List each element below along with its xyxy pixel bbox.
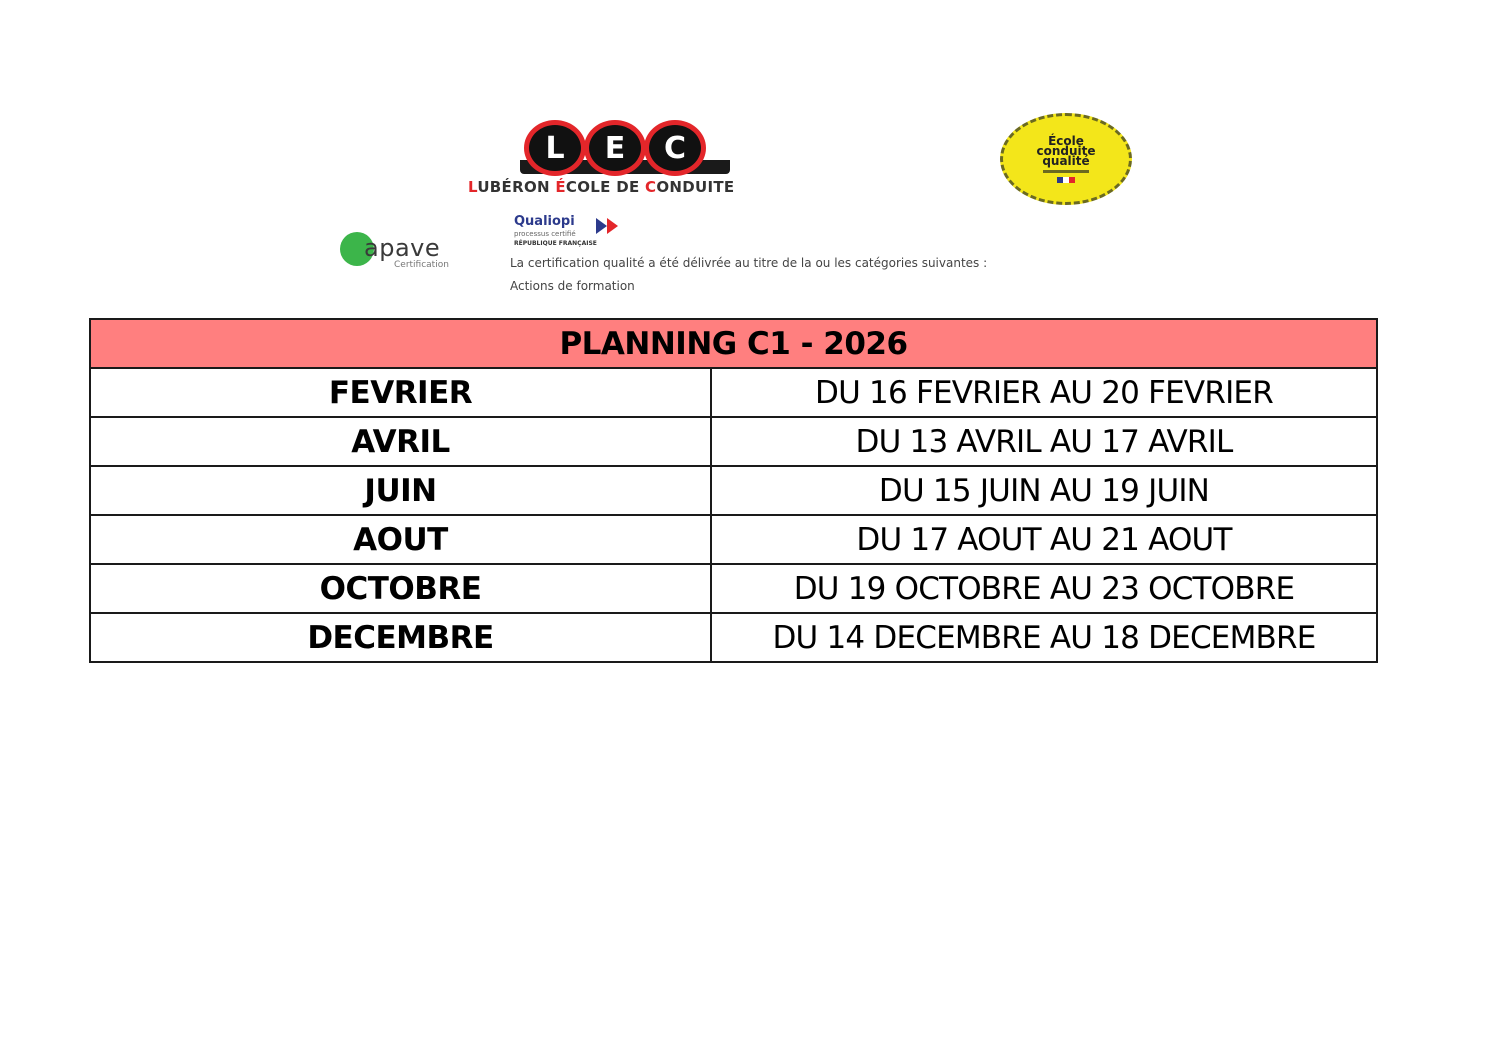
seal-fineprint <box>1043 170 1089 173</box>
seal-line: conduite <box>1036 143 1096 158</box>
month-cell: FEVRIER <box>90 368 711 417</box>
qualiopi-republic: RÉPUBLIQUE FRANÇAISE <box>514 240 597 247</box>
apave-logo <box>338 232 478 276</box>
lec-letter-e: E <box>584 120 646 176</box>
table-row <box>90 613 1377 662</box>
table-row <box>90 417 1377 466</box>
seal-line: qualité <box>1042 153 1090 168</box>
planning-title: PLANNING C1 - 2026 <box>90 319 1377 368</box>
table-row <box>90 515 1377 564</box>
table-row <box>90 466 1377 515</box>
date-range-cell: DU 13 AVRIL AU 17 AVRIL <box>711 417 1377 466</box>
qualiopi-arrow-icon <box>607 218 618 234</box>
month-cell: AVRIL <box>90 417 711 466</box>
date-range-cell: DU 17 AOUT AU 21 AOUT <box>711 515 1377 564</box>
date-range-cell: DU 19 OCTOBRE AU 23 OCTOBRE <box>711 564 1377 613</box>
apave-wordmark: apave <box>364 234 441 262</box>
seal-line: École <box>1048 133 1084 148</box>
lec-tagline-part: C <box>645 178 657 196</box>
planning-table <box>89 318 1378 663</box>
qualiopi-arrow-icon <box>596 218 607 234</box>
lec-tagline-part: COLE DE <box>565 178 646 196</box>
french-flag-icon <box>1057 177 1075 183</box>
month-cell: AOUT <box>90 515 711 564</box>
lec-letter-c: C <box>644 120 706 176</box>
ecole-conduite-qualite-seal <box>1000 113 1132 205</box>
lec-tagline-part: ONDUITE <box>656 178 735 196</box>
lec-tagline-part: L <box>468 178 478 196</box>
table-row <box>90 564 1377 613</box>
table-row <box>90 368 1377 417</box>
date-range-cell: DU 14 DECEMBRE AU 18 DECEMBRE <box>711 613 1377 662</box>
certification-statement: La certification qualité a été délivrée au titre de la ou les catégories suivantes : <box>510 256 988 270</box>
apave-subtitle: Certification <box>394 260 449 270</box>
date-range-cell: DU 15 JUIN AU 19 JUIN <box>711 466 1377 515</box>
date-range-cell: DU 16 FEVRIER AU 20 FEVRIER <box>711 368 1377 417</box>
lec-logo <box>466 116 788 200</box>
month-cell: JUIN <box>90 466 711 515</box>
lec-letter-l: L <box>524 120 586 176</box>
lec-tagline-part: UBÉRON <box>477 178 556 196</box>
qualiopi-wordmark: Qualiopi <box>514 214 575 229</box>
month-cell: DECEMBRE <box>90 613 711 662</box>
month-cell: OCTOBRE <box>90 564 711 613</box>
planning-title-row <box>90 319 1377 368</box>
lec-tagline <box>468 178 734 196</box>
certification-category: Actions de formation <box>510 279 635 293</box>
lec-tagline-part: É <box>555 178 566 196</box>
qualiopi-subtitle: processus certifié <box>514 230 576 238</box>
qualiopi-logo <box>512 212 652 252</box>
